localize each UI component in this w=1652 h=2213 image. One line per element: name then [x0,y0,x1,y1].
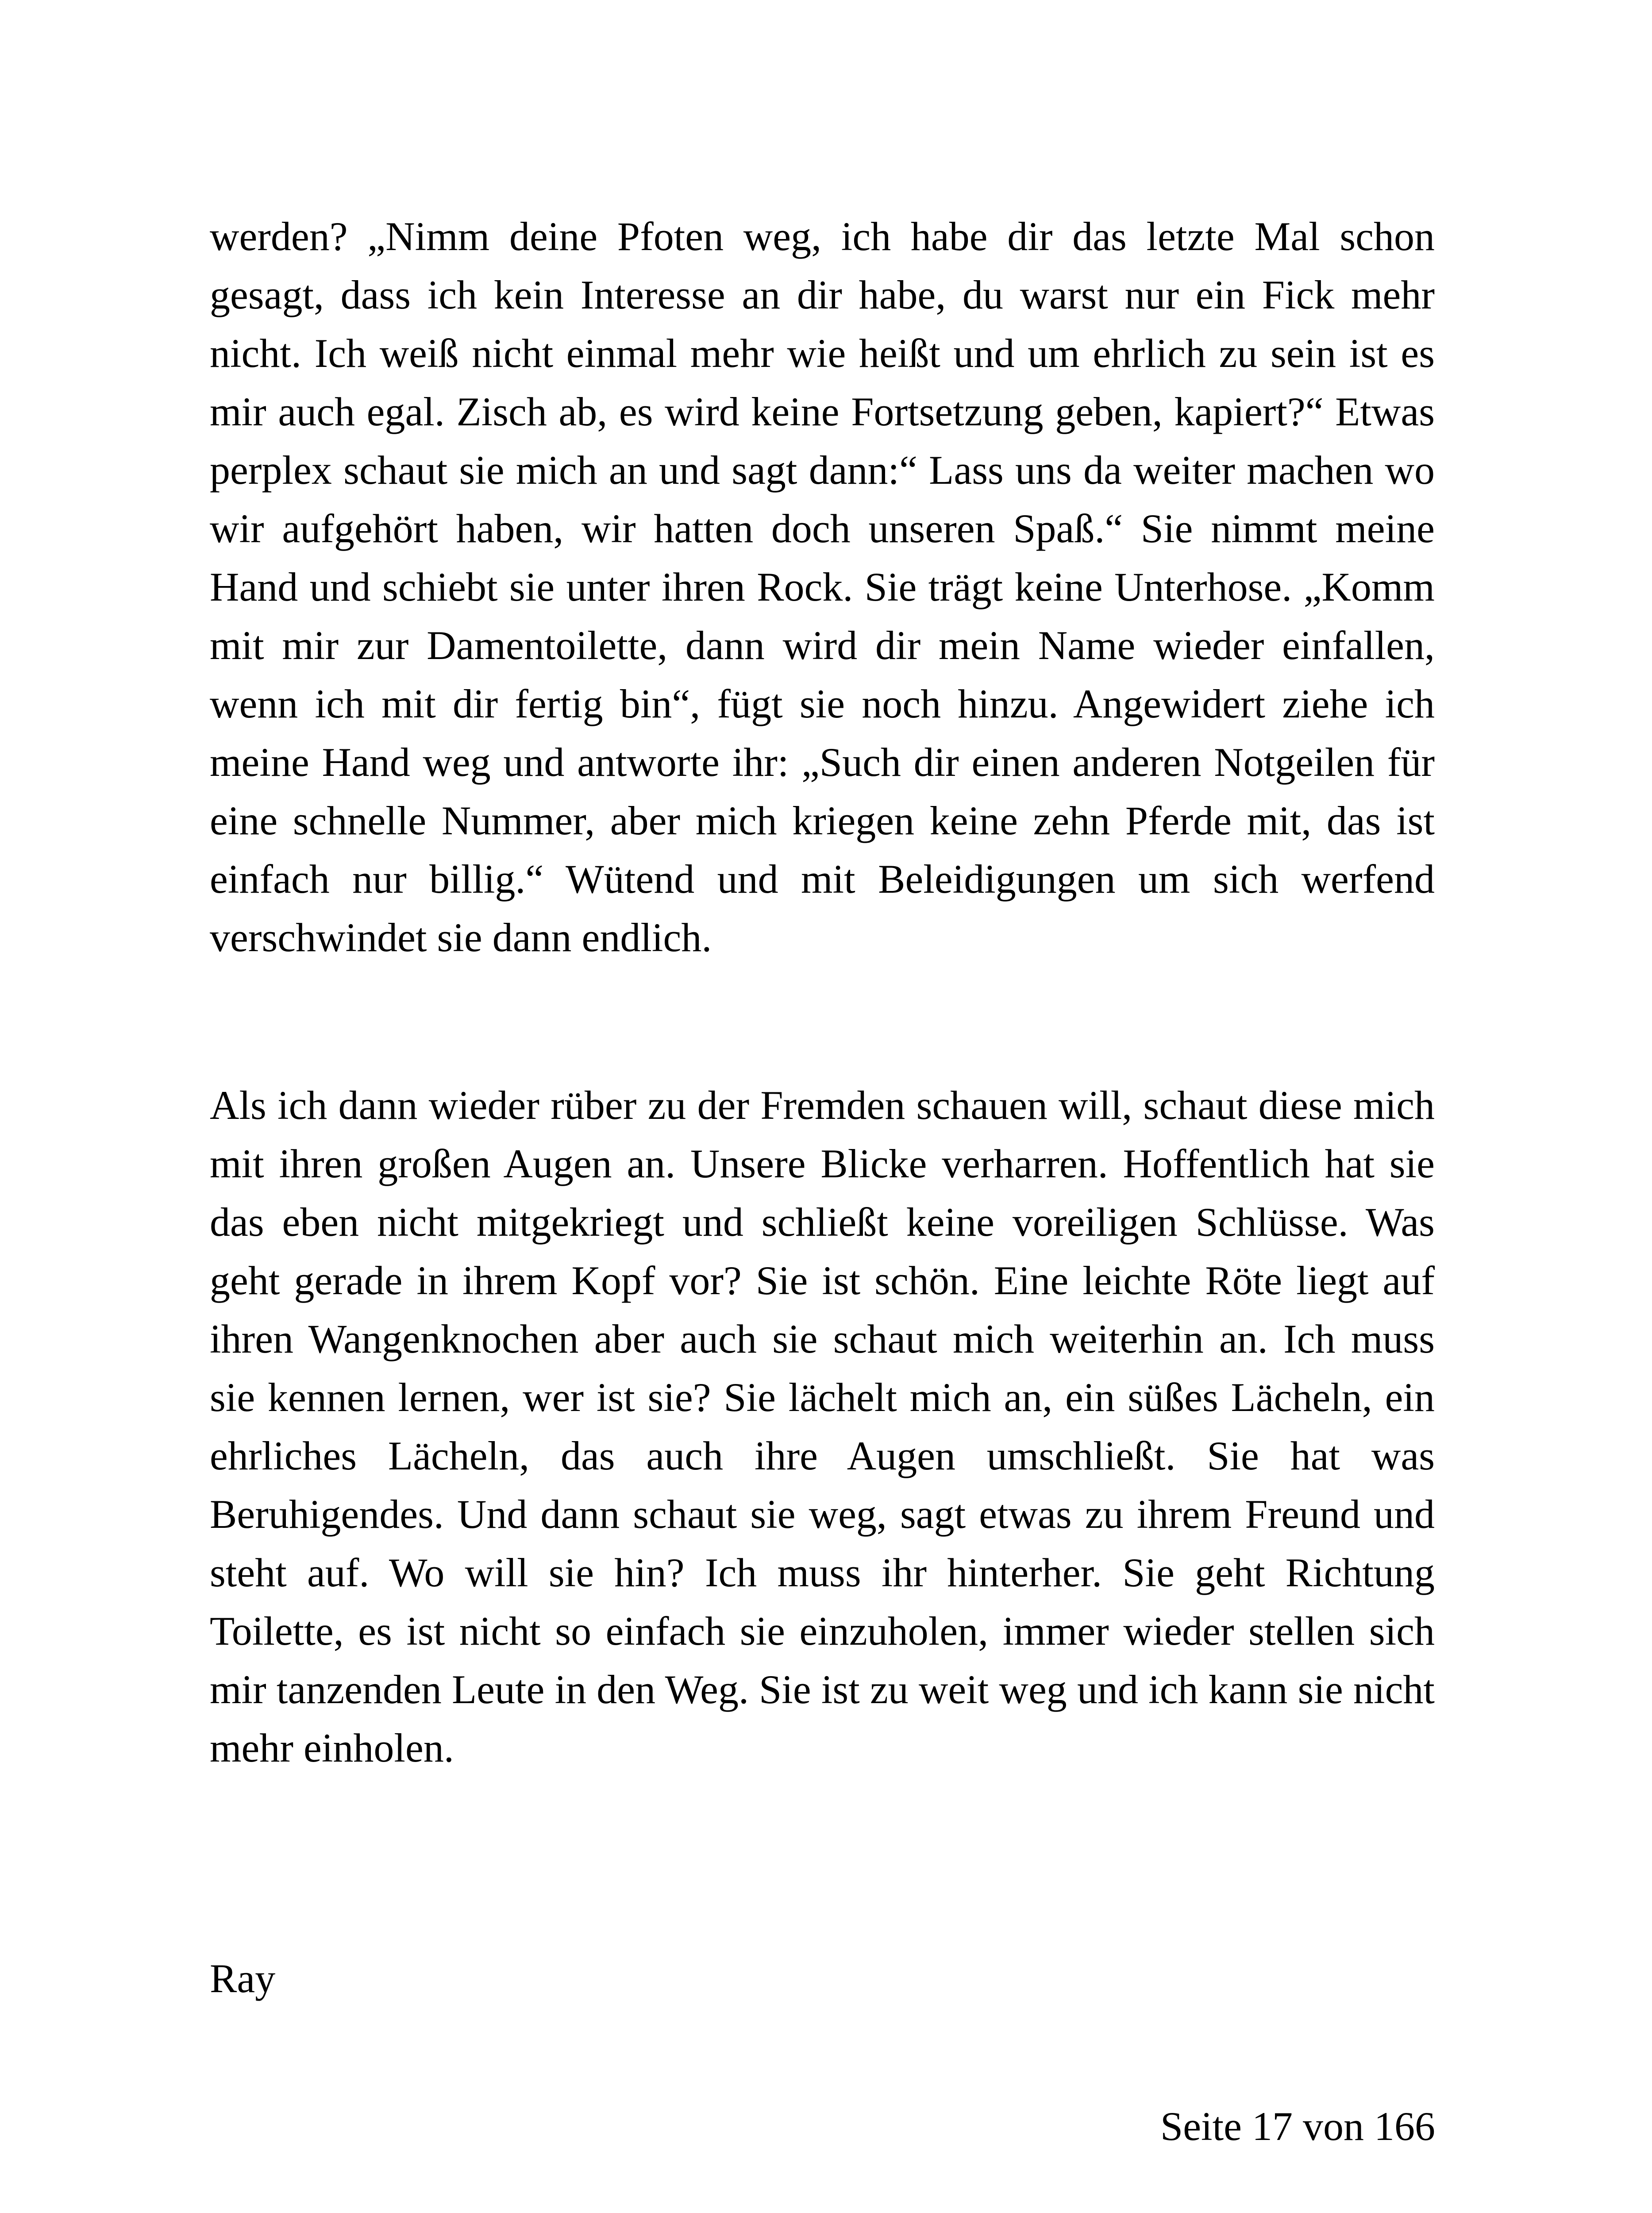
body-paragraph-2: Als ich dann wieder rüber zu der Fremden schauen will, schaut diese mich mit ihren großen Augen an. Unsere Blicke verharren. Hoffentlich hat sie das eben nicht mitgekriegt und schließt keine voreiligen Schlüsse. Was geht gerade in ihrem Kopf vor? Sie ist schön. Eine leichte Röte liegt auf ihren Wangenknochen aber auch sie schaut mich weiterhin an. Ich muss sie kennen lernen, wer ist sie? Sie lächelt mich an, ein süßes Lächeln, ein ehrliches Lächeln, das auch ihre Augen umschließt. Sie hat was Beruhigendes. Und dann schaut sie weg, sagt etwas zu ihrem Freund und steht auf. Wo will sie hin? Ich muss ihr hinterher. Sie geht Richtung Toilette, es ist nicht so einfach sie einzuholen, immer wieder stellen sich mir tanzenden Leute in den Weg. Sie ist zu weit weg und ich kann sie nicht mehr einholen. [210,1083,1435,1770]
author-signature: Ray [210,1956,276,2001]
page-number: Seite 17 von 166 [1160,2104,1435,2149]
body-paragraph-1: werden? „Nimm deine Pfoten weg, ich habe dir das letzte Mal schon gesagt, dass ich kein Interesse an dir habe, du warst nur ein Fick mehr nicht. Ich weiß nicht einmal mehr wie heißt und um ehrlich zu sein ist es mir auch egal. Zisch ab, es wird keine Fortsetzung geben, kapiert?“ Etwas perplex schaut sie mich an und sagt dann:“ Lass uns da weiter machen wo wir aufgehört haben, wir hatten doch unseren Spaß.“ Sie nimmt meine Hand und schiebt sie unter ihren Rock. Sie trägt keine Unterhose. „Komm mit mir zur Damentoilette, dann wird dir mein Name wieder einfallen, wenn ich mit dir fertig bin“, fügt sie noch hinzu. Angewidert ziehe ich meine Hand weg und antworte ihr: „Such dir einen anderen Notgeilen für eine schnelle Nummer, aber mich kriegen keine zehn Pferde mit, das ist einfach nur billig.“ Wütend und mit Beleidigungen um sich werfend verschwindet sie dann endlich. [210,214,1435,960]
